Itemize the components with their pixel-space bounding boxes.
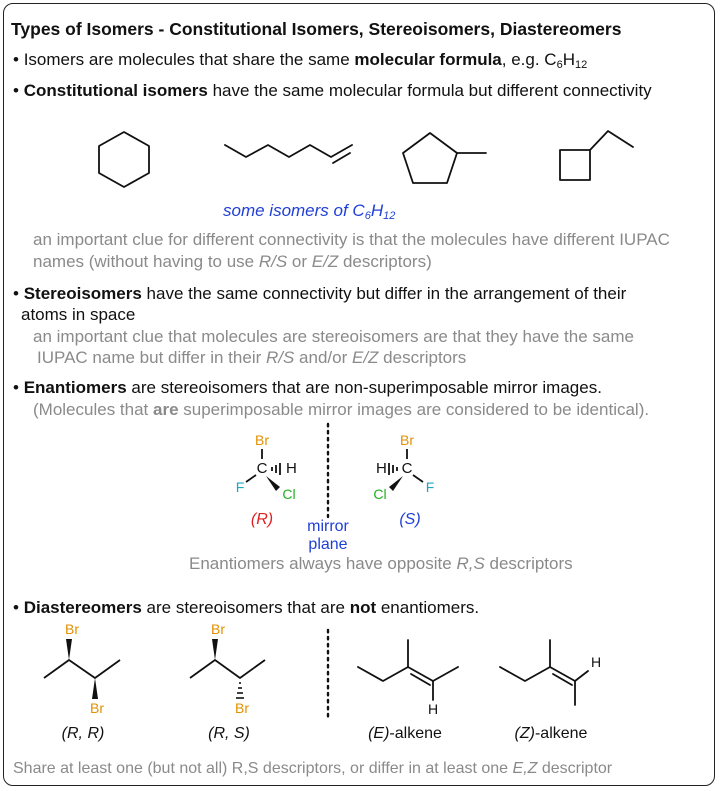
constitutional-text: have the same molecular formula but different connectivity — [207, 81, 652, 100]
footer-ez: E,Z — [512, 760, 538, 777]
rs-br-bottom: Br — [235, 700, 249, 716]
clue-ez: E/Z — [311, 252, 339, 271]
rs-label: (R, S) — [208, 725, 250, 742]
formula-sub-12: 12 — [574, 59, 588, 71]
footer-post: descriptor — [537, 760, 613, 777]
e-alkene-h: H — [427, 701, 439, 717]
rr-wedge-bottom — [92, 678, 98, 699]
s-br: Br — [400, 432, 414, 448]
hexene — [225, 145, 352, 157]
bullet: • — [13, 378, 19, 397]
footer-text: Share at least one (but not all) R,S descriptors, or differ in at least one — [13, 760, 513, 777]
diastereomers-not: not — [349, 598, 377, 617]
enantiomers-text: are stereoisomers that are non-superimposable mirror images. — [126, 378, 602, 397]
s-c-f-bond — [413, 475, 423, 482]
r-c-f-bond — [246, 475, 256, 482]
clue-text: IUPAC name but differ in their — [37, 348, 266, 367]
caption-text: some isomers of C — [223, 201, 365, 220]
clue-post: descriptors — [378, 348, 467, 367]
bullet: • — [13, 50, 19, 69]
isomers-text: Isomers are molecules that share the same — [23, 50, 355, 69]
r-wedge-bond — [266, 476, 280, 491]
formula-h: H — [562, 50, 575, 69]
r-hash-bond — [272, 463, 280, 475]
cyclobutane — [560, 150, 590, 180]
mirror-label: mirror — [307, 518, 349, 535]
z-alkene — [500, 640, 588, 705]
clue-mid: and/or — [294, 348, 352, 367]
diastereomers-post: enantiomers. — [376, 598, 480, 617]
ethyl-chain — [590, 131, 633, 150]
rs-br-top: Br — [211, 621, 225, 637]
diastereomers-text: are stereoisomers that are — [141, 598, 350, 617]
stereoisomers-line-2: atoms in space — [21, 305, 136, 324]
plane-label: plane — [308, 536, 348, 553]
s-c: C — [401, 460, 413, 477]
rs-molecule — [190, 621, 265, 742]
diastereomers-term: Diastereomers — [23, 598, 142, 617]
r-c: C — [256, 460, 268, 477]
s-f: F — [425, 479, 435, 495]
footer-rs: R,S — [456, 554, 485, 573]
stereoisomers-term: Stereoisomers — [23, 284, 142, 303]
r-br: Br — [255, 432, 269, 448]
formula-c: , e.g. C — [501, 50, 557, 69]
s-h: H — [376, 460, 387, 477]
rs-hash-bottom — [236, 683, 244, 698]
clue-or: or — [287, 252, 312, 271]
note-text: (Molecules that — [33, 400, 153, 419]
constitutional-clue-1: an important clue for different connectivity is that the molecules have different IUPAC — [33, 230, 670, 249]
caption-h: H — [370, 201, 384, 220]
page-title: Types of Isomers - Constitutional Isomers, Stereoisomers, Diastereomers — [11, 19, 622, 39]
s-enantiomer — [373, 432, 434, 528]
s-cl: Cl — [373, 486, 387, 502]
cyclopentane — [403, 133, 457, 183]
caption-sub-12: 12 — [383, 210, 396, 222]
r-cl: Cl — [282, 486, 296, 502]
caption-sub-6: 6 — [364, 210, 371, 222]
r-label: (R) — [250, 511, 274, 528]
formula-sub-6: 6 — [556, 59, 563, 71]
rr-br-bottom: Br — [90, 700, 104, 716]
s-label: (S) — [399, 511, 421, 528]
rr-br-top: Br — [65, 621, 79, 637]
e-alkene-label: (E)-alkene — [368, 725, 442, 742]
clue-rs: R/S — [265, 348, 295, 367]
clue-post: descriptors) — [338, 252, 432, 271]
clue-text: names (without having to use — [33, 252, 259, 271]
s-hash-bond — [389, 463, 397, 475]
stereoisomers-text: have the same connectivity but differ in the arrangement of their — [141, 284, 627, 303]
r-enantiomer — [236, 432, 297, 528]
note-are: are — [153, 400, 179, 419]
r-f: F — [235, 479, 245, 495]
z-alkene-h: H — [590, 654, 602, 670]
bullet: • — [13, 81, 19, 100]
bullet: • — [13, 284, 19, 303]
stereo-clue-1: an important clue that molecules are stereoisomers are that they have the same — [33, 327, 634, 346]
enantiomers-term: Enantiomers — [23, 378, 127, 397]
rs-wedge-top — [212, 639, 218, 660]
s-wedge-bond — [389, 476, 403, 491]
footer-text: Enantiomers always have opposite — [189, 554, 457, 573]
z-alkene-label: (Z)-alkene — [514, 725, 588, 742]
clue-ez: E/Z — [351, 348, 379, 367]
bullet: • — [13, 598, 19, 617]
molecular-formula-term: molecular formula — [354, 50, 502, 69]
cyclohexane — [99, 132, 149, 187]
rr-label: (R, R) — [61, 725, 105, 742]
rr-wedge-top — [66, 639, 72, 660]
constitutional-term: Constitutional isomers — [23, 81, 208, 100]
footer-post: descriptors — [484, 554, 573, 573]
rr-molecule — [44, 621, 120, 742]
r-h: H — [286, 460, 297, 477]
e-alkene — [358, 640, 458, 700]
note-post: superimposable mirror images are considered to be identical). — [178, 400, 650, 419]
clue-rs: R/S — [258, 252, 288, 271]
